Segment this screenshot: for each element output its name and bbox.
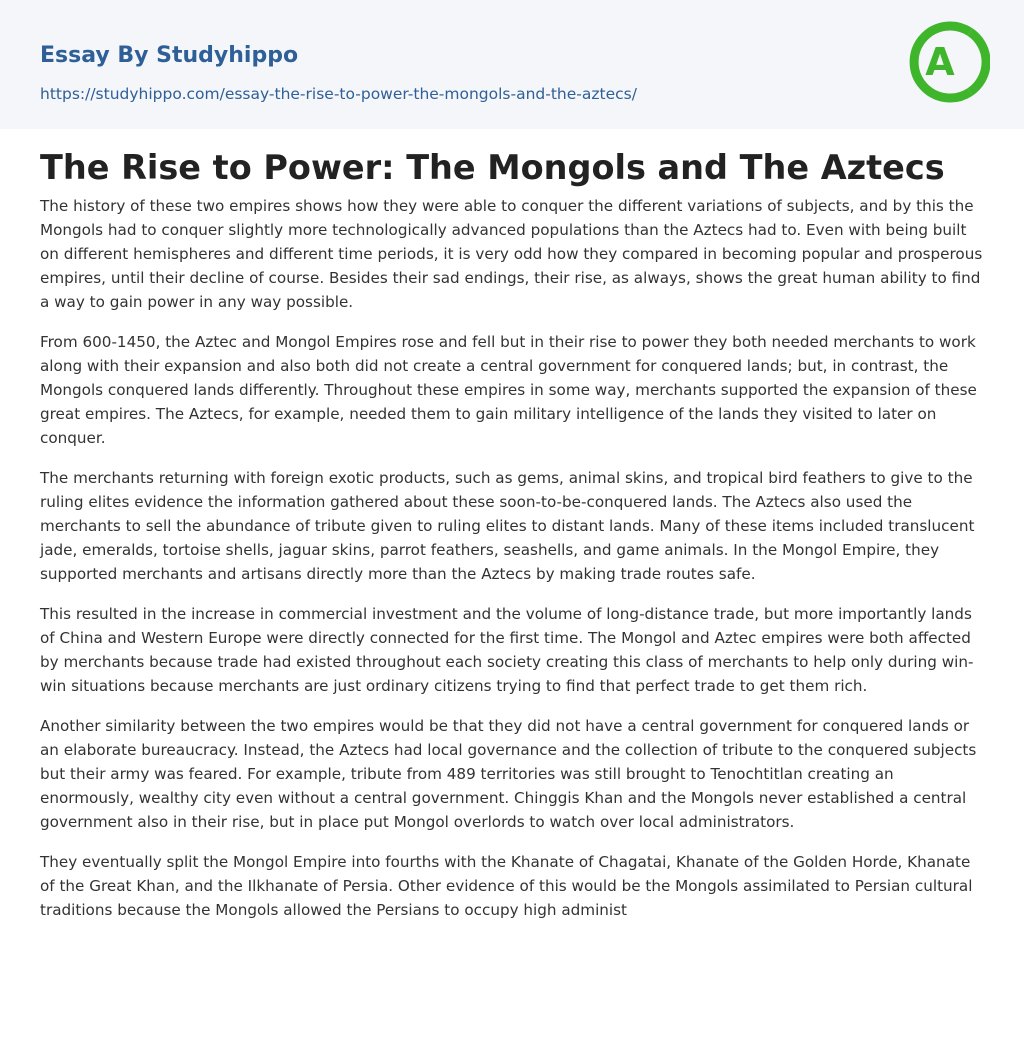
essay-paragraph-3: The merchants returning with foreign exotic products, such as gems, animal skins, and tropical bird feathers to give to the ruling elites evidence the information gathered about these soon-to-be-conquered lands. The Aztecs also used the merchants to sell the abundance of tribute given to ruling elites to distant lands. Many of these items included translucent jade, emeralds, tortoise shells, jaguar skins, parrot feathers, seashells, and game animals. In the Mongol Empire, they supported merchants and artisans directly more than the Aztecs by making trade routes safe.: [40, 469, 975, 583]
letter-a-ring-logo-icon[interactable]: [906, 18, 990, 106]
site-brand[interactable]: Essay By Studyhippo: [40, 43, 299, 68]
essay-paragraph-4: This resulted in the increase in commercial investment and the volume of long-distance trade, but more importantly lands of China and Western Europe were directly connected for the first time. The Mongol and Aztec empires were both affected by merchants because trade had existed throughout each society creating this class of merchants to help only during win-win situations because merchants are just ordinary citizens trying to find that perfect trade to get them rich.: [40, 605, 974, 695]
essay-paragraph-1: The history of these two empires shows how they were able to conquer the different variations of subjects, and by this the Mongols had to conquer slightly more technologically advanced populations than the Aztecs had to. Even with being built on different hemispheres and different time periods, it is very odd how they compared in becoming popular and prosperous empires, until their decline of course. Besides their sad endings, their rise, as always, shows the great human ability to find a way to gain power in any way possible.: [40, 197, 983, 311]
source-url-link[interactable]: https://studyhippo.com/essay-the-rise-to-power-the-mongols-and-the-aztecs/: [40, 85, 637, 103]
essay-paragraph-6: They eventually split the Mongol Empire into fourths with the Khanate of Chagatai, Khanate of the Golden Horde, Khanate of the Great Khan, and the Ilkhanate of Persia. Other evidence of this would be the Mongols assimilated to Persian cultural traditions because the Mongols allowed the Persians to occupy high administ: [40, 853, 973, 919]
essay-paragraph-2: From 600-1450, the Aztec and Mongol Empires rose and fell but in their rise to power they both needed merchants to work along with their expansion and also both did not create a central government for conquered lands; but, in contrast, the Mongols conquered lands differently. Throughout these empires in some way, merchants supported the expansion of these great empires. The Aztecs, for example, needed them to gain military intelligence of the lands they visited to later on conquer.: [40, 333, 977, 447]
essay-body: [40, 194, 984, 938]
essay-title: The Rise to Power: The Mongols and The Aztecs: [40, 148, 945, 187]
essay-paragraph-5: Another similarity between the two empires would be that they did not have a central government for conquered lands or an elaborate bureaucracy. Instead, the Aztecs had local governance and the collection of tribute to the conquered subjects but their army was feared. For example, tribute from 489 territories was still brought to Tenochtitlan creating an enormously, wealthy city even without a central government. Chinggis Khan and the Mongols never established a central government also in their rise, but in place put Mongol overlords to watch over local administrators.: [40, 717, 977, 831]
logo-letter: A: [925, 40, 955, 84]
site-header: [0, 0, 1024, 129]
